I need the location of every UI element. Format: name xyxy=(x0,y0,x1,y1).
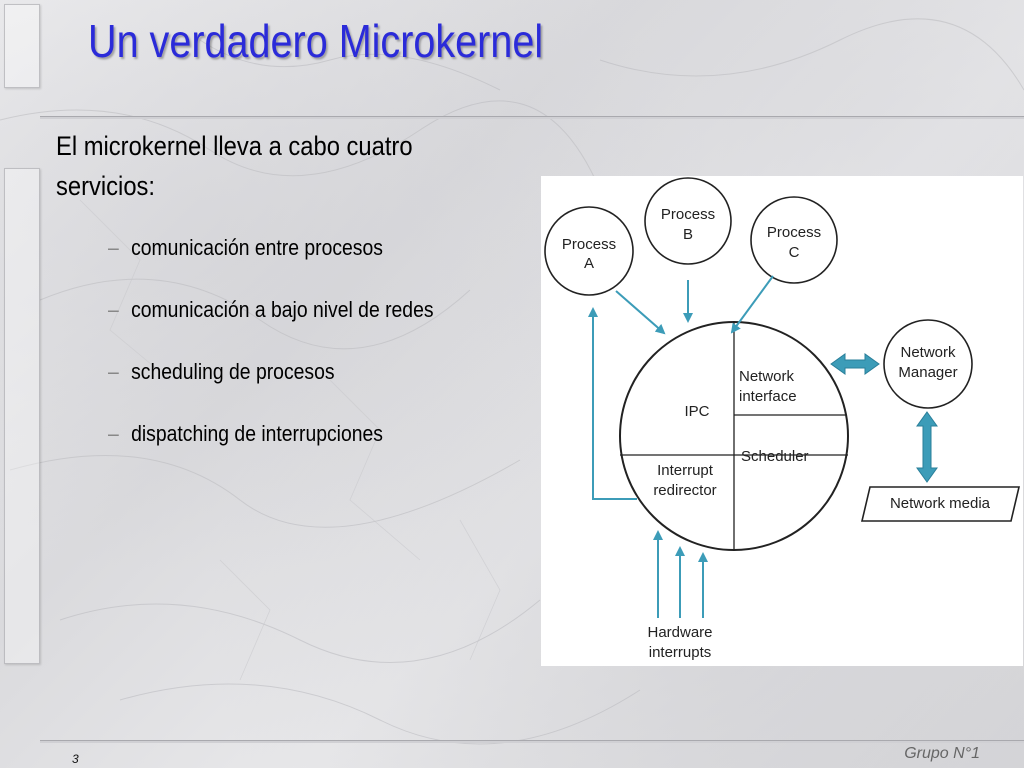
microkernel-node xyxy=(620,322,848,550)
slide-title: Un verdadero Microkernel xyxy=(88,15,544,67)
bullet-dash: – xyxy=(108,359,119,384)
ipc-label: IPC xyxy=(684,403,710,420)
process-b-node xyxy=(645,178,731,264)
list-item-text: dispatching de interrupciones xyxy=(131,421,383,446)
title-divider xyxy=(40,116,1024,119)
bullet-dash: – xyxy=(108,421,119,446)
arrow-a-to-kernel xyxy=(616,291,664,333)
hardware-interrupts-label-line2: interrupts xyxy=(648,644,712,661)
list-item xyxy=(108,228,434,290)
scheduler-label: Scheduler xyxy=(741,448,809,465)
intro-text: El microkernel lleva a cabo cuatro servicios: xyxy=(56,131,413,201)
footer-divider xyxy=(40,740,1024,743)
process-c-node xyxy=(751,197,837,283)
page-number: 3 xyxy=(72,752,79,766)
footer-group-label: Grupo N°1 xyxy=(904,745,980,762)
network-manager-label-line2: Manager xyxy=(898,364,958,381)
network-media-label: Network media xyxy=(889,495,991,512)
list-item xyxy=(108,290,434,352)
process-a-label: Process xyxy=(561,236,617,253)
services-list xyxy=(108,228,478,476)
network-manager-label-line1: Network xyxy=(900,344,956,361)
list-item-text: scheduling de procesos xyxy=(131,359,335,384)
network-media-node xyxy=(862,487,1019,521)
list-item-text: comunicación a bajo nivel de redes xyxy=(131,297,434,322)
interrupt-redirector-label-line1: Interrupt xyxy=(657,462,713,479)
network-manager-media-double-arrow xyxy=(917,412,937,482)
kernel-network-manager-double-arrow xyxy=(831,354,879,374)
list-item-text: comunicación entre procesos xyxy=(131,235,383,260)
hardware-interrupts-label-line1: Hardware xyxy=(647,624,713,641)
bullet-dash: – xyxy=(108,297,119,322)
left-accent-bar-middle xyxy=(4,168,40,664)
process-c-letter: C xyxy=(788,244,800,261)
list-item xyxy=(108,414,434,476)
process-b-label: Process xyxy=(660,206,716,223)
process-a-letter: A xyxy=(583,255,595,272)
network-interface-label-line1: Network xyxy=(739,368,795,385)
network-manager-node xyxy=(884,320,972,408)
bullet-dash: – xyxy=(108,235,119,260)
process-a-node xyxy=(545,207,633,295)
process-c-label: Process xyxy=(766,224,822,241)
list-item xyxy=(108,352,434,414)
interrupt-redirector-label-line2: redirector xyxy=(653,482,717,499)
microkernel-diagram xyxy=(541,176,1023,666)
network-interface-label-line2: interface xyxy=(739,388,797,405)
process-b-letter: B xyxy=(682,226,694,243)
left-accent-bar-top xyxy=(4,4,40,88)
